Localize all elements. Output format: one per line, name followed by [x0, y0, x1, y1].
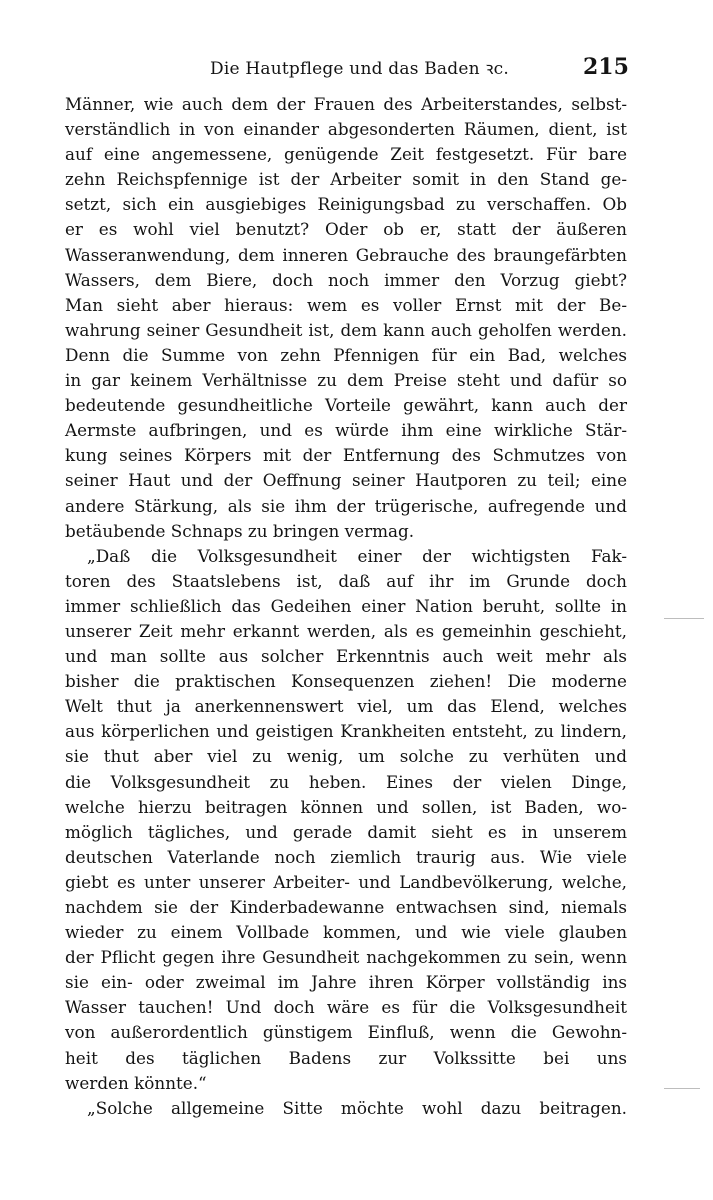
- text-line: die Volksgesundheit zu heben. Eines der vielen Dinge,: [65, 771, 627, 792]
- text-line: bedeutende gesundheitliche Vorteile gewährt, kann auch der: [65, 395, 627, 416]
- text-line: Wasser tauchen! Und doch wäre es für die Volksgesundheit: [65, 997, 627, 1018]
- text-line: und man sollte aus solcher Erkenntnis auch weit mehr als: [65, 646, 627, 667]
- text-line: Aermste aufbringen, und es würde ihm eine wirkliche Stär-: [65, 420, 627, 441]
- text-line: seiner Haut und der Oeffnung seiner Hautporen zu teil; eine: [65, 470, 627, 491]
- text-line: „Daß die Volksgesundheit einer der wichtigsten Fak-: [87, 545, 627, 566]
- text-line: werden könnte.“: [65, 1072, 207, 1093]
- text-line: sie ein- oder zweimal im Jahre ihren Körper vollständig ins: [65, 972, 627, 993]
- page-number: 215: [583, 54, 629, 80]
- text-line: unserer Zeit mehr erkannt werden, als es gemeinhin geschieht,: [65, 620, 627, 641]
- text-line: setzt, sich ein ausgiebiges Reinigungsbad zu verschaffen. Ob: [65, 194, 627, 215]
- text-line: welche hierzu beitragen können und sollen, ist Baden, wo-: [65, 796, 627, 817]
- text-line: Wasseranwendung, dem inneren Gebrauche des braungefärbten: [65, 244, 627, 265]
- text-line: zehn Reichspfennige ist der Arbeiter somit in den Stand ge-: [65, 169, 627, 190]
- text-line: Wassers, dem Biere, doch noch immer den Vorzug giebt?: [65, 269, 627, 290]
- text-line: bisher die praktischen Konsequenzen ziehen! Die moderne: [65, 671, 627, 692]
- text-line: betäubende Schnaps zu bringen vermag.: [65, 520, 415, 541]
- text-line: auf eine angemessene, genügende Zeit festgesetzt. Für bare: [65, 144, 627, 165]
- running-title: Die Hautpflege und das Baden ꝛc.: [210, 59, 509, 79]
- margin-mark: [664, 618, 704, 619]
- text-line: er es wohl viel benutzt? Oder ob er, statt der äußeren: [65, 219, 627, 240]
- text-line: von außerordentlich günstigem Einfluß, wenn die Gewohn-: [65, 1022, 627, 1043]
- text-line: der Pflicht gegen ihre Gesundheit nachgekommen zu sein, wenn: [65, 947, 627, 968]
- text-line: giebt es unter unserer Arbeiter- und Landbevölkerung, welche,: [65, 871, 627, 892]
- text-line: „Solche allgemeine Sitte möchte wohl dazu beitragen.: [87, 1097, 627, 1118]
- text-line: immer schließlich das Gedeihen einer Nation beruht, sollte in: [65, 595, 627, 616]
- text-line: heit des täglichen Badens zur Volkssitte bei uns: [65, 1047, 627, 1068]
- text-line: aus körperlichen und geistigen Krankheiten entsteht, zu lindern,: [65, 721, 627, 742]
- text-line: deutschen Vaterlande noch ziemlich traurig aus. Wie viele: [65, 846, 627, 867]
- text-line: andere Stärkung, als sie ihm der trügerische, aufregende und: [65, 495, 627, 516]
- text-line: wieder zu einem Vollbade kommen, und wie viele glauben: [65, 922, 627, 943]
- text-line: Männer, wie auch dem der Frauen des Arbeiterstandes, selbst-: [65, 94, 627, 114]
- text-line: sie thut aber viel zu wenig, um solche zu verhüten und: [65, 746, 627, 767]
- text-line: toren des Staatslebens ist, daß auf ihr im Grunde doch: [65, 570, 627, 591]
- body-text: [65, 92, 627, 1121]
- text-line: möglich tägliches, und gerade damit sieht es in unserem: [65, 821, 627, 842]
- margin-mark: [664, 1088, 700, 1089]
- text-line: in gar keinem Verhältnisse zu dem Preise steht und dafür so: [65, 370, 627, 391]
- text-line: verständlich in von einander abgesonderten Räumen, dient, ist: [65, 119, 627, 140]
- text-line: Welt thut ja anerkennenswert viel, um das Elend, welches: [65, 696, 627, 717]
- text-line: nachdem sie der Kinderbadewanne entwachsen sind, niemals: [65, 897, 627, 917]
- text-line: kung seines Körpers mit der Entfernung des Schmutzes von: [65, 445, 627, 466]
- text-line: Denn die Summe von zehn Pfennigen für ein Bad, welches: [65, 344, 627, 365]
- text-line: wahrung seiner Gesundheit ist, dem kann auch geholfen werden.: [65, 319, 627, 340]
- text-line: Man sieht aber hieraus: wem es voller Ernst mit der Be-: [65, 294, 627, 315]
